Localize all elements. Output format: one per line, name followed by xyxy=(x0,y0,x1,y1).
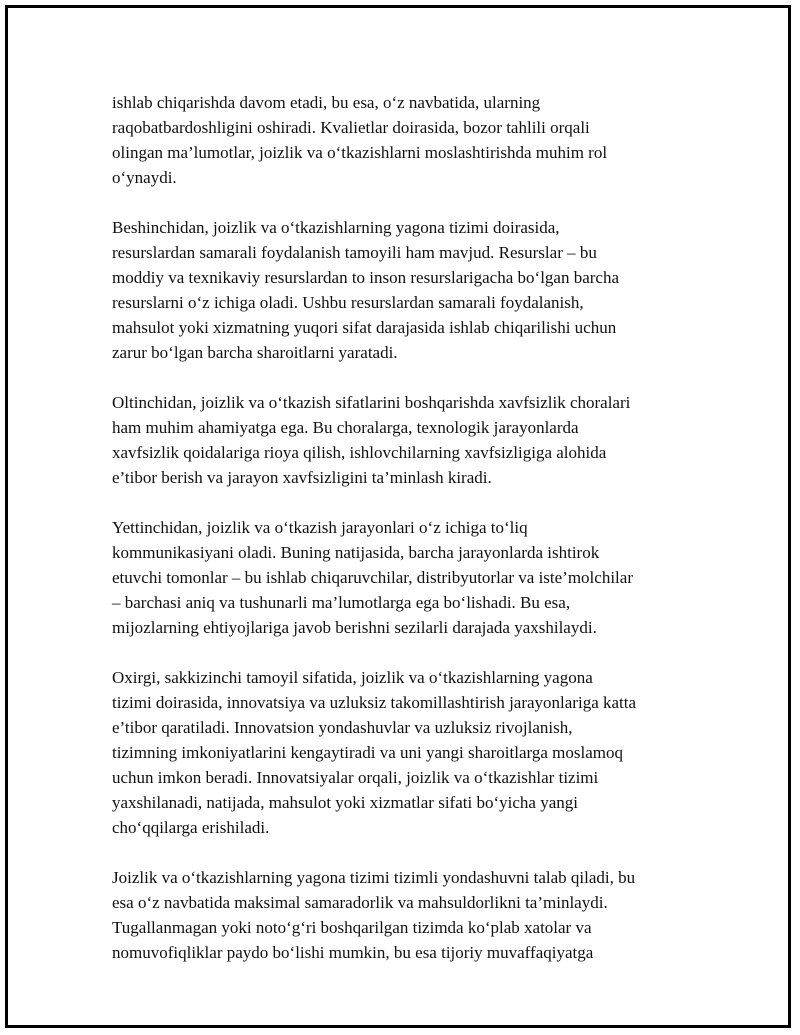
text-line: mijozlarning ehtiyojlariga javob berishni sezilarli darajada yaxshilaydi. xyxy=(112,618,597,637)
text-line: o‘ynaydi. xyxy=(112,168,177,187)
text-line: nomuvofiqliklar paydo bo‘lishi mumkin, bu esa tijoriy muvaffaqiyatga xyxy=(112,943,594,962)
text-line: Joizlik va o‘tkazishlarning yagona tizimi tizimli yondashuvni talab qiladi, bu xyxy=(112,868,636,887)
text-line: Oltinchidan, joizlik va o‘tkazish sifatlarini boshqarishda xavfsizlik choralari xyxy=(112,393,631,412)
text-line: ishlab chiqarishda davom etadi, bu esa, o‘z navbatida, ularning xyxy=(112,93,541,112)
text-line: e’tibor qaratiladi. Innovatsion yondashuvlar va uzluksiz rivojlanish, xyxy=(112,718,573,737)
text-line: tizimning imkoniyatlarini kengaytiradi va uni yangi sharoitlarga moslamoq xyxy=(112,743,623,762)
text-line: – barchasi aniq va tushunarli ma’lumotlarga ega bo‘lishadi. Bu esa, xyxy=(112,593,571,612)
paragraph-fifth-principle xyxy=(112,215,692,365)
paragraph-seventh-principle xyxy=(112,515,692,640)
text-line: cho‘qqilarga erishiladi. xyxy=(112,818,270,837)
text-line: uchun imkon beradi. Innovatsiyalar orqali, joizlik va o‘tkazishlar tizimi xyxy=(112,768,599,787)
text-line: moddiy va texnikaviy resurslardan to inson resurslarigacha bo‘lgan barcha xyxy=(112,268,620,287)
text-line: Beshinchidan, joizlik va o‘tkazishlarning yagona tizimi doirasida, xyxy=(112,218,560,237)
paragraph-sixth-principle xyxy=(112,390,692,490)
paragraph-continuation xyxy=(112,90,692,190)
text-line: ham muhim ahamiyatga ega. Bu choralarga, texnologik jarayonlarda xyxy=(112,418,579,437)
text-line: tizimi doirasida, innovatsiya va uzluksiz takomillashtirish jarayonlariga katta xyxy=(112,693,637,712)
text-line: resurslardan samarali foydalanish tamoyili ham mavjud. Resurslar – bu xyxy=(112,243,597,262)
text-line: Oxirgi, sakkizinchi tamoyil sifatida, joizlik va o‘tkazishlarning yagona xyxy=(112,668,593,687)
document-body xyxy=(112,90,692,990)
paragraph-eighth-principle xyxy=(112,665,692,840)
text-line: Yettinchidan, joizlik va o‘tkazish jarayonlari o‘z ichiga to‘liq xyxy=(112,518,528,537)
text-line: e’tibor berish va jarayon xavfsizligini ta’minlash kiradi. xyxy=(112,468,492,487)
text-line: etuvchi tomonlar – bu ishlab chiqaruvchilar, distribyutorlar va iste’molchilar xyxy=(112,568,633,587)
text-line: olingan ma’lumotlar, joizlik va o‘tkazishlarni moslashtirishda muhim rol xyxy=(112,143,608,162)
paragraph-systemic-approach xyxy=(112,865,692,965)
text-line: yaxshilanadi, natijada, mahsulot yoki xizmatlar sifati bo‘yicha yangi xyxy=(112,793,578,812)
text-line: esa o‘z navbatida maksimal samaradorlik va mahsuldorlikni ta’minlaydi. xyxy=(112,893,608,912)
text-line: mahsulot yoki xizmatning yuqori sifat darajasida ishlab chiqarilishi uchun xyxy=(112,318,617,337)
text-line: Tugallanmagan yoki noto‘g‘ri boshqarilgan tizimda ko‘plab xatolar va xyxy=(112,918,592,937)
text-line: kommunikasiyani oladi. Buning natijasida, barcha jarayonlarda ishtirok xyxy=(112,543,600,562)
text-line: resurslarni o‘z ichiga oladi. Ushbu resurslardan samarali foydalanish, xyxy=(112,293,584,312)
text-line: zarur bo‘lgan barcha sharoitlarni yaratadi. xyxy=(112,343,398,362)
text-line: raqobatbardoshligini oshiradi. Kvalietlar doirasida, bozor tahlili orqali xyxy=(112,118,590,137)
text-line: xavfsizlik qoidalariga rioya qilish, ishlovchilarning xavfsizligiga alohida xyxy=(112,443,607,462)
